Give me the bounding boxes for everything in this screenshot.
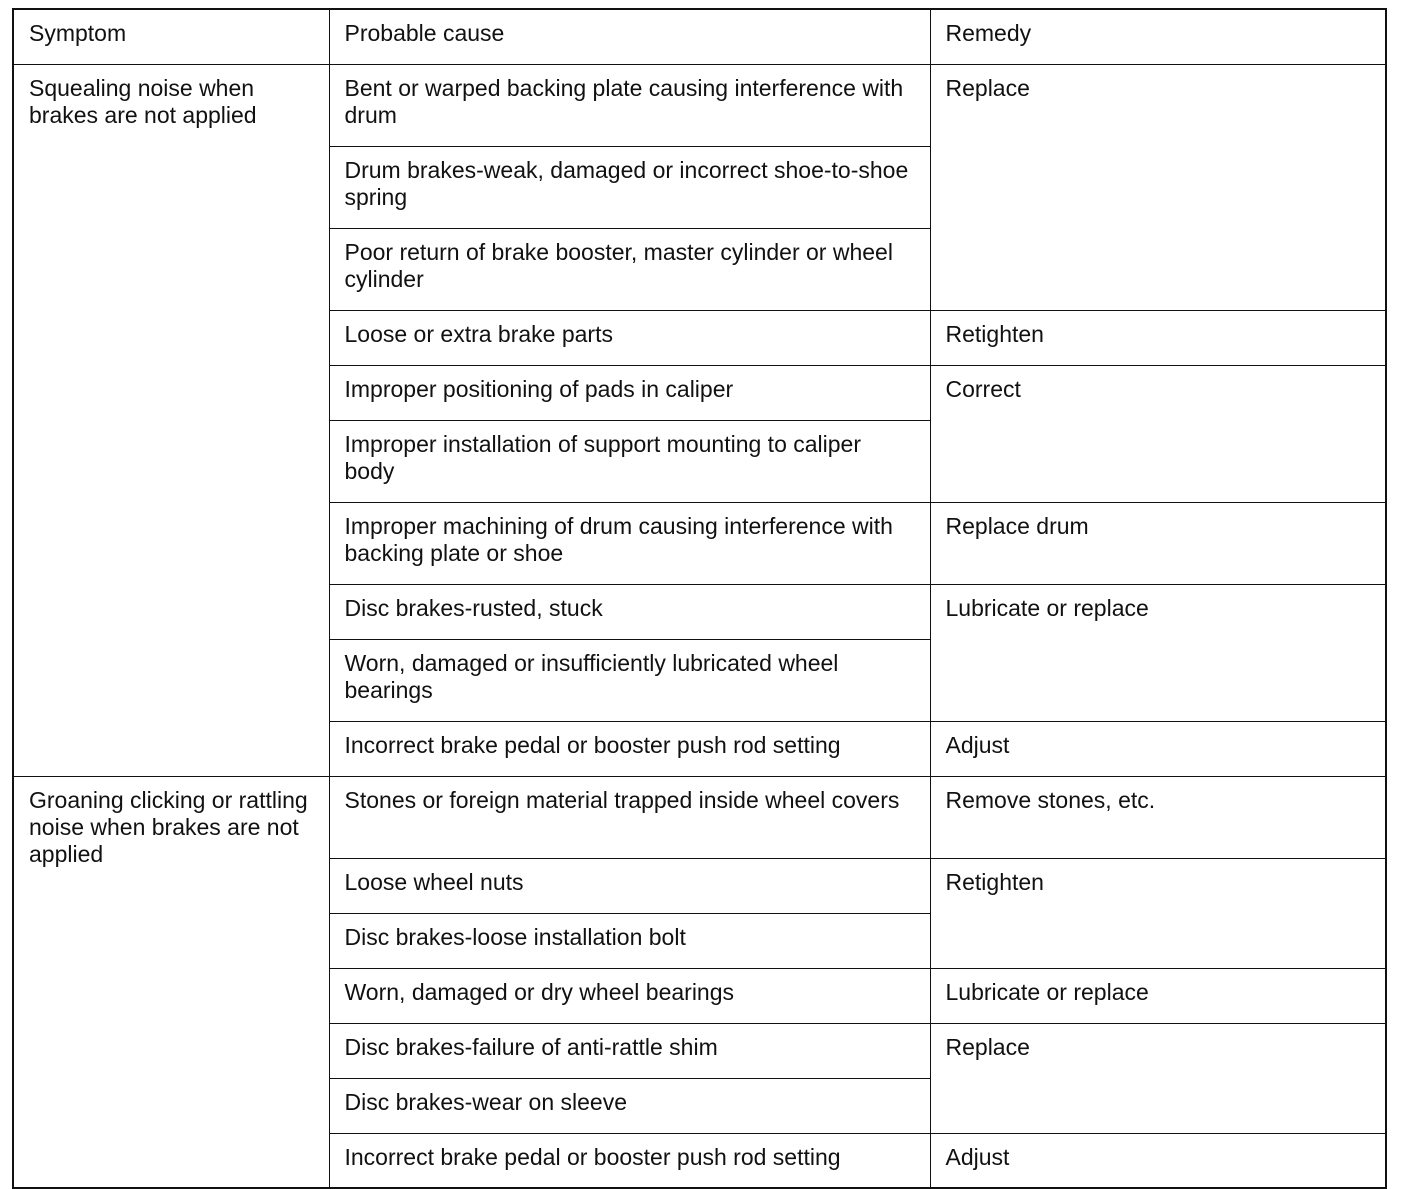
- cause-cell: Loose wheel nuts: [329, 858, 930, 913]
- cause-cell: Worn, damaged or dry wheel bearings: [329, 968, 930, 1023]
- symptom-cell: Groaning clicking or rattling noise when brakes are not applied: [13, 776, 329, 1188]
- cause-cell: Loose or extra brake parts: [329, 310, 930, 365]
- cause-cell: Poor return of brake booster, master cylinder or wheel cylinder: [329, 228, 930, 310]
- cause-cell: Worn, damaged or insufficiently lubricated wheel bearings: [329, 639, 930, 721]
- remedy-cell: Replace: [930, 1023, 1386, 1133]
- table-row: [13, 64, 1386, 146]
- probable-cause-header: Probable cause: [329, 9, 930, 64]
- cause-cell: Bent or warped backing plate causing interference with drum: [329, 64, 930, 146]
- remedy-cell: Lubricate or replace: [930, 584, 1386, 721]
- cause-cell: Disc brakes-loose installation bolt: [329, 913, 930, 968]
- table-row: [13, 776, 1386, 858]
- remedy-cell: Replace drum: [930, 502, 1386, 584]
- remedy-cell: Correct: [930, 365, 1386, 502]
- remedy-cell: Adjust: [930, 1133, 1386, 1188]
- symptom-header: Symptom: [13, 9, 329, 64]
- remedy-header: Remedy: [930, 9, 1386, 64]
- cause-cell: Improper machining of drum causing interference with backing plate or shoe: [329, 502, 930, 584]
- cause-cell: Incorrect brake pedal or booster push rod setting: [329, 721, 930, 776]
- cause-cell: Improper installation of support mounting to caliper body: [329, 420, 930, 502]
- remedy-cell: Replace: [930, 64, 1386, 310]
- remedy-cell: Adjust: [930, 721, 1386, 776]
- cause-cell: Drum brakes-weak, damaged or incorrect shoe-to-shoe spring: [329, 146, 930, 228]
- remedy-cell: Retighten: [930, 310, 1386, 365]
- remedy-cell: Lubricate or replace: [930, 968, 1386, 1023]
- cause-cell: Improper positioning of pads in caliper: [329, 365, 930, 420]
- remedy-cell: Remove stones, etc.: [930, 776, 1386, 858]
- symptom-cell: Squealing noise when brakes are not applied: [13, 64, 329, 776]
- cause-cell: Stones or foreign material trapped inside wheel covers: [329, 776, 930, 858]
- cause-cell: Disc brakes-failure of anti-rattle shim: [329, 1023, 930, 1078]
- cause-cell: Disc brakes-rusted, stuck: [329, 584, 930, 639]
- troubleshooting-table: [12, 8, 1387, 1189]
- remedy-cell: Retighten: [930, 858, 1386, 968]
- cause-cell: Disc brakes-wear on sleeve: [329, 1078, 930, 1133]
- header-row: [13, 9, 1386, 64]
- cause-cell: Incorrect brake pedal or booster push rod setting: [329, 1133, 930, 1188]
